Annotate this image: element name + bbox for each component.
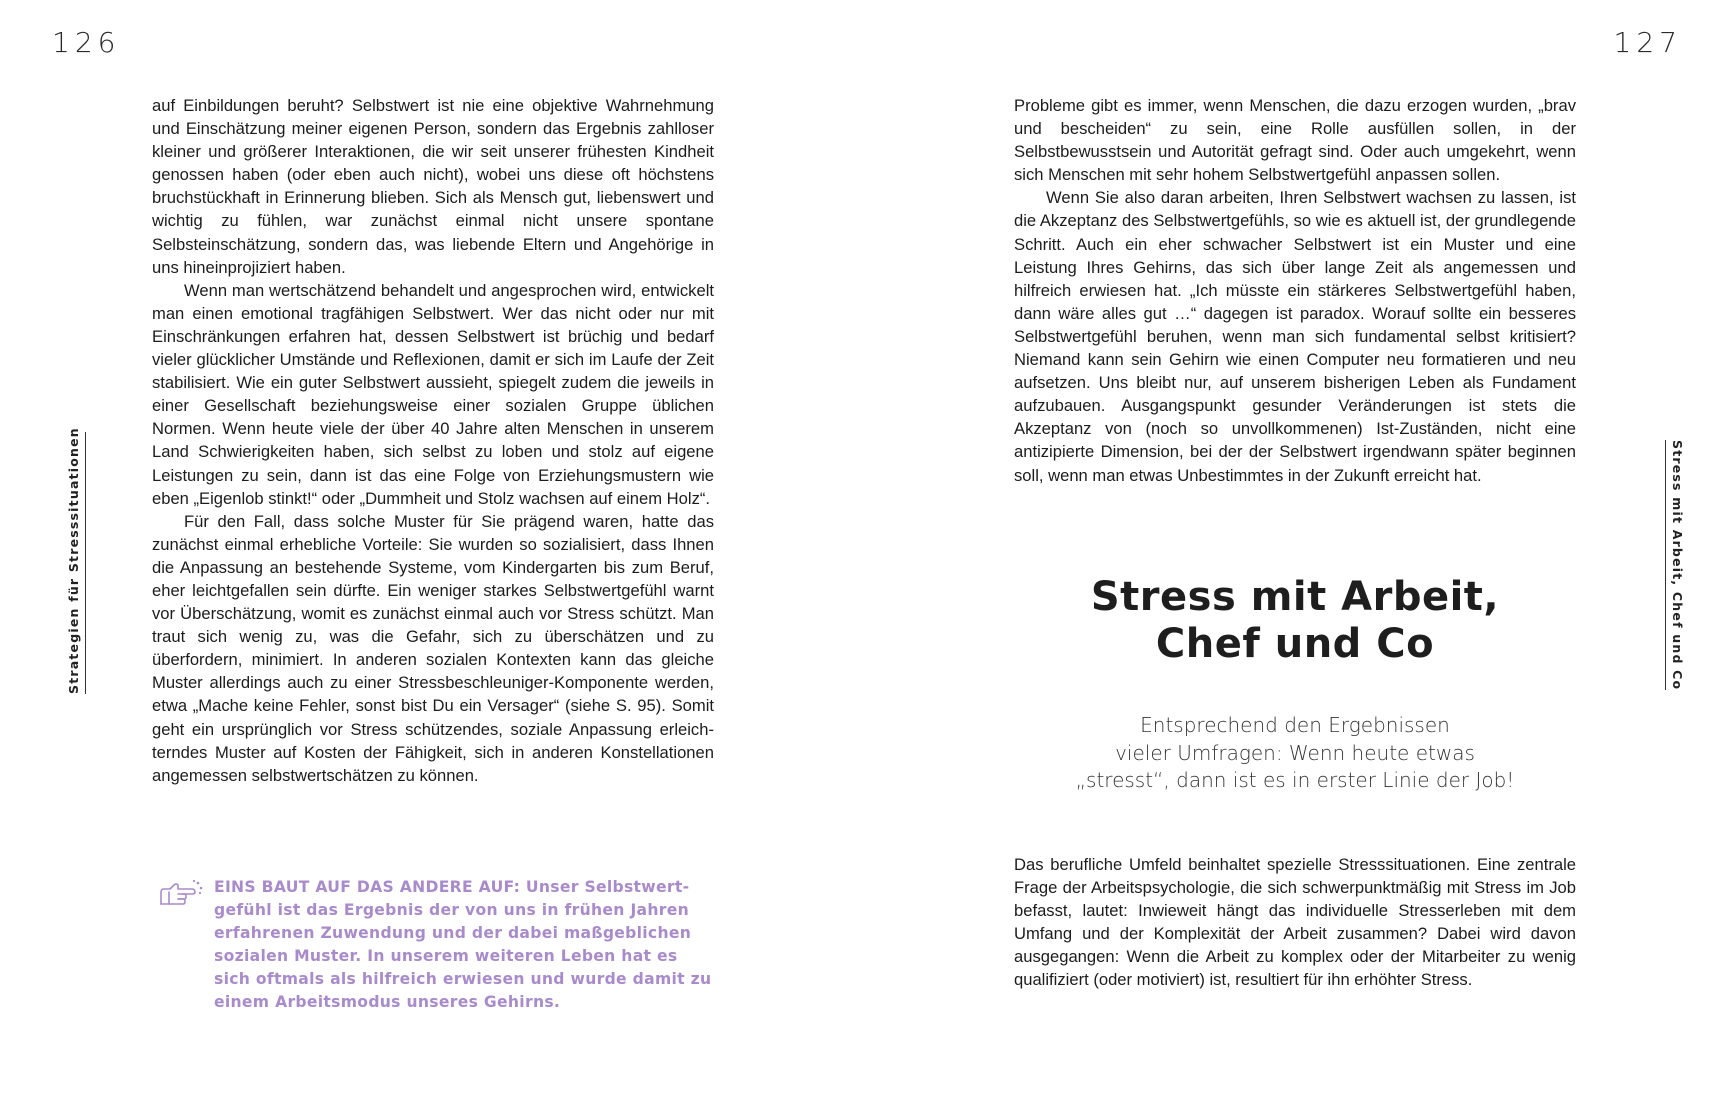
body-paragraph: auf Einbildungen beruht? Selbstwert ist nie eine objektive Wahrnehmung und Einschätzung meiner eigenen Person, sondern das Ergebnis zahlloser kleiner und größerer Interaktionen, die wir seit unserer frühesten Kindheit genossen haben (oder eben auch nicht), wobei uns diese oft höchstens bruchstückhaft in Erinnerung blieben. Sich als Mensch gut, liebenswert und wichtig zu fühlen, war zunächst einmal nicht unsere spontane Selbsteinschätzung, sondern das, was liebende Eltern und Angehörige in uns hineinprojiziert haben. (152, 96, 714, 277)
body-paragraph: Wenn Sie also daran arbeiten, Ihren Selbstwert wachsen zu lassen, ist die Akzeptanz des Selbstwertgefühls, so wie es aktuell ist, der grundlegende Schritt. Auch ein eher schwacher Selbstwert ist ein Muster und eine Leistung Ihres Gehirns, das sich über lange Zeit als angemessen und hilfreich erwiesen hat. „Ich müsste ein stärkeres Selbstwertgefühl haben, dann wäre alles gut …“ dagegen ist paradox. Worauf sollte ein besseres Selbstwertgefühl beruhen, wenn man sich fundamental selbst kritisiert? Niemand kann sein Gehirn wie einen Computer neu formatieren und neu aufsetzen. Uns bleibt nur, auf unserem bisherigen Leben als Fundament aufzubauen. Ausgangspunkt gesunder Veränderungen ist stets die Akzeptanz von (noch so unvollkommenen) Ist-Zuständen, nicht eine antizipierte Dimension, bei der der Selbstwert irgendwann später beginnen soll, wenn man etwas Unbestimmtes in der Zukunft erreicht hat. (1014, 188, 1576, 485)
body-paragraph: Wenn man wertschätzend behandelt und angesprochen wird, entwickelt man einen emotional tragfähigen Selbstwert. Wer das nicht oder nur mit Einschränkungen erfahren hat, dessen Selbstwert ist brüchig und bedarf vieler glücklicher Umstände und Reflexionen, damit er sich im Laufe der Zeit stabilisiert. Wie ein guter Selbstwert aussieht, spiegelt zudem die jeweils in einer Gesellschaft beziehungsweise einer sozialen Gruppe üblichen Normen. Wenn heute viele der über 40 Jahre alten Menschen in unserem Land Schwierigkeiten haben, sich selbst zu loben und stolz auf eigene Leistungen zu sein, dann ist das eine Folge von Erziehungsmustern wie eben „Eigenlob stinkt!“ oder „Dummheit und Stolz wachsen auf einem Holz“. (152, 280, 714, 508)
section-intro-line: „stresst“, dann ist es in erster Linie der Job! (1075, 768, 1515, 792)
section-heading (1014, 574, 1576, 668)
callout-text (214, 876, 718, 1015)
section-intro (1014, 712, 1576, 795)
page-number-right: 127 (1613, 26, 1682, 59)
pointing-hand-icon (158, 878, 204, 908)
body-paragraph: Das berufliche Umfeld beinhaltet spezielle Stresssituationen. Eine zentrale Frage der Arbeitspsychologie, die sich schwerpunktmäßig mit Stress im Job befasst, lautet: Inwieweit hängt das individuelle Stresserleben mit dem Umfang und der Komplexität der Arbeit zusammen? Dabei wird davon ausgegangen: Wenn die Arbeit zu komplex oder der Mitarbeiter zu wenig qualifiziert (oder motiviert) ist, resultiert für ihn erhöhter Stress. (1014, 855, 1576, 990)
section-intro-line: vieler Umfragen: Wenn heute etwas (1115, 740, 1475, 765)
right-page (857, 0, 1714, 1117)
body-paragraph: Probleme gibt es immer, wenn Menschen, die dazu erzogen wurden, „brav und bescheiden“ zu sein, eine Rolle ausfüllen sollen, in der Selbstbewusstsein und Autorität gefragt sind. Oder auch umgekehrt, wenn sich Menschen mit sehr hohem Selbstwertgefühl anpassen sollen. (1014, 96, 1576, 185)
callout-lead: EINS BAUT AUF DAS ANDERE AUF: (214, 878, 521, 896)
body-paragraph: Für den Fall, dass solche Muster für Sie prägend waren, hatte das zunächst einmal erhebliche Vorteile: Sie wurden so sozialisiert, dass Ihnen die Anpassung an bestehende Systeme, vom Kindergarten bis zum Beruf, eher leichtgefallen sein dürfte. Ein weniger starkes Selbstwertgefühl warnt vor Überschätzung, womit es zunächst einmal auch vor Stress schützt. Man traut sich wenig zu, was die Gefahr, sich zu überschätzen und zu überfordern, minimiert. In anderen sozialen Kontexten kann das gleiche Muster allerdings auch zu einer Stressbeschleuniger-Komponente werden, etwa „Mache keine Fehler, sonst bist Du ein Versager“ (siehe S. 95). Somit geht ein ursprünglich vor Stress schützendes, soziale Anpassung erleichterndes Muster auf Kosten der Fähigkeit, sich in anderen Konstellationen angemessen selbstwertschätzen zu können. (152, 511, 714, 785)
section-heading-line: Chef und Co (1155, 621, 1435, 667)
section-intro-line: Entsprechend den Ergebnissen (1140, 713, 1450, 737)
right-body-text-bottom (1014, 853, 1576, 992)
callout-body: Unser Selbstwertgefühl ist das Ergebnis der von uns in frühen Jahren erfahrenen Zuwendung und der dabei maßgeblichen sozialen Muster. In unserem weiteren Leben hat es sich oftmals als hilfreich erwiesen und wurde damit zu einem Arbeitsmodus unseres Gehirns. (214, 878, 712, 1012)
running-head-left: Strategien für Stresssituationen (66, 432, 86, 694)
running-head-right: Stress mit Arbeit, Chef und Co (1665, 440, 1685, 690)
page-number-left: 126 (52, 26, 121, 59)
right-body-text-top (1014, 94, 1576, 487)
callout-box (158, 876, 718, 1015)
left-body-text (152, 94, 714, 787)
section-heading-line: Stress mit Arbeit, (1090, 574, 1500, 620)
